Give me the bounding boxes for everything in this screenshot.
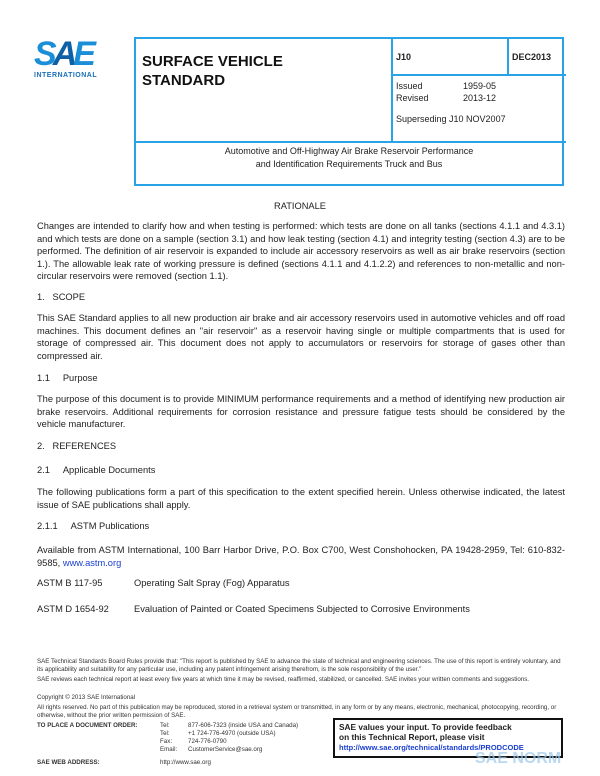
footer-review: SAE reviews each technical report at least every five years at which time it may be revised, reaffirmed, stabilized, or cancelled. SAE invites your written comments and suggestions. [37, 676, 530, 683]
order-contacts: Tel: 877-606-7323 (inside USA and Canada) Tel: +1 724-776-4970 (outside USA) Fax: 724-776-0790 Email: CustomerService@sae.org [160, 722, 299, 753]
section-2-heading: 2. REFERENCES [37, 441, 117, 451]
watermark: SAE NORM [475, 750, 562, 767]
section-2-1-1-text: Available from ASTM International, 100 Barr Harbor Drive, P.O. Box C700, West Conshohocken, PA 19428-2959, Tel: 610-832-9585, www.astm.org [37, 545, 565, 568]
reference-row: ASTM B 117-95 Operating Salt Spray (Fog) Apparatus [37, 578, 290, 588]
section-1-1-heading: 1.1 Purpose [37, 373, 98, 383]
web-label: SAE WEB ADDRESS: [37, 759, 100, 766]
section-2-1-heading: 2.1 Applicable Documents [37, 465, 156, 475]
document-subject: Automotive and Off-Highway Air Brake Reservoir Performance and Identification Requirements Truck and Bus [224, 146, 474, 169]
section-1-1-text: The purpose of this document is to provide MINIMUM performance requirements and a method of identifying new production air brake reservoirs. Additional requirements for corrosion resistance and pressure fatigue tests should be considered by the vehicle manufacturer. [37, 394, 565, 429]
footer-copyright: Copyright © 2013 SAE International [37, 694, 136, 701]
section-2-1-1-heading: 2.1.1 ASTM Publications [37, 521, 150, 531]
rationale-text: Changes are intended to clarify how and when testing is performed: which tests are done on all tanks (sections 4.1.1 and 4.3.1) and which tests are done on a sample (section 3.1) and how leak testing (section 4.1) and integrity testing (section 4.3) are to be performed. The definition of air reservoir is expanded to include air accessory reservoirs as well as air brake reservoirs (section 1.). The allowable leak rate of working pressure is defined (sections 4.1.1 and 4.1.2.2) and references to non-metallic and non-circular reservoirs were removed (section 1.1). [37, 221, 565, 281]
footer-rules: SAE Technical Standards Board Rules provide that: "This report is published by SAE to advance the state of technical and engineering sciences. The use of this report is entirely voluntary, and its applicability and suitability for any particular use, including any patent infringement arising therefrom, is the sole responsibility of the user." [37, 658, 561, 673]
revised-label: Revised [396, 93, 429, 103]
section-1-text: This SAE Standard applies to all new production air brake and air accessory reservoirs used in automotive vehicles and off road machines. This document defines an "air reservoir" as a reservoir having single or multiple compartments that is used for storage of compressed air. This document does not apply to accumulators or reservoirs for storage of gases other than compressed air. [37, 313, 565, 361]
superseding: Superseding J10 NOV2007 [396, 114, 506, 124]
feedback-box: SAE values your input. To provide feedback on this Technical Report, please visit http://www.sae.org/technical/standards/PRODCODE [333, 718, 563, 758]
logo-subtitle: INTERNATIONAL [34, 72, 98, 79]
issued-label: Issued [396, 81, 423, 91]
order-label: TO PLACE A DOCUMENT ORDER: [37, 722, 138, 729]
sae-logo [34, 36, 114, 79]
logo-mark: SAE [34, 35, 92, 73]
revised-value: 2013-12 [463, 93, 497, 103]
doc-number: J10 [396, 52, 412, 62]
rationale-heading: RATIONALE [273, 201, 326, 211]
section-1-heading: 1. SCOPE [37, 292, 86, 302]
astm-link[interactable]: www.astm.org [62, 557, 122, 568]
feedback-link[interactable]: http://www.sae.org/technical/standards/PRODCODE [339, 743, 524, 752]
web-address[interactable]: http://www.sae.org [160, 759, 211, 766]
doc-date: DEC2013 [512, 52, 552, 62]
footer-rights: All rights reserved. No part of this publication may be reproduced, stored in a retrieval system or transmitted, in any form or by any means, electronic, mechanical, photocopying, recording, or otherwise, without the prior written permission of SAE. [37, 704, 557, 719]
issued-value: 1959-05 [463, 81, 497, 91]
document-type: SURFACE VEHICLE STANDARD [142, 53, 283, 89]
reference-row: ASTM D 1654-92 Evaluation of Painted or Coated Specimens Subjected to Corrosive Environments [37, 604, 470, 614]
section-2-1-text: The following publications form a part of this specification to the extent specified herein. Unless otherwise indicated, the latest issue of SAE publications shall apply. [37, 487, 565, 510]
